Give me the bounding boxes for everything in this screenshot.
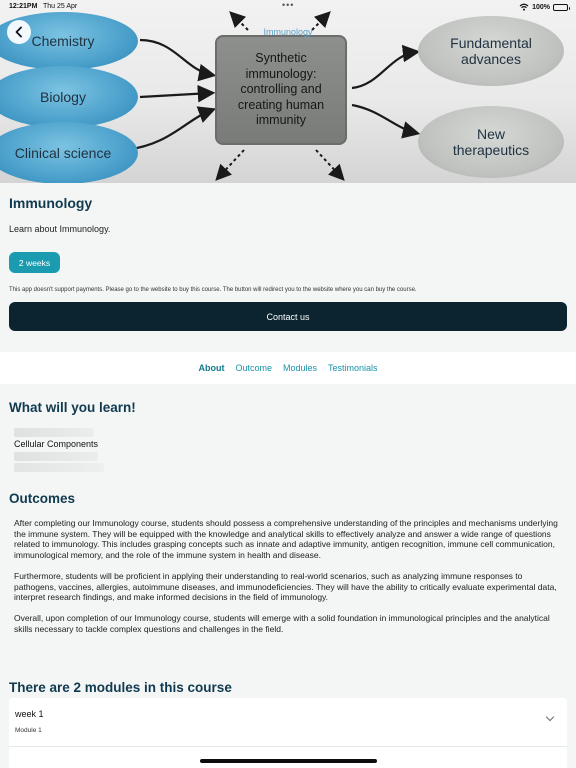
hero-item-label: New therapeutics <box>452 126 530 158</box>
outcomes-heading: Outcomes <box>9 491 76 506</box>
faded-learn-item <box>14 463 104 472</box>
outcomes-text <box>14 518 562 645</box>
learn-heading: What will you learn! <box>9 400 136 415</box>
wifi-icon <box>519 3 529 11</box>
chevron-left-icon <box>13 26 25 38</box>
tab-modules[interactable]: Modules <box>282 363 317 373</box>
hero-item-label: Fundamental advances <box>450 35 532 67</box>
course-hero-image <box>0 0 576 183</box>
status-right <box>519 3 568 11</box>
hero-item-clinical-science <box>0 122 138 183</box>
modules-heading: There are 2 modules in this course <box>9 680 232 695</box>
module-item[interactable] <box>9 698 567 746</box>
faded-learn-item <box>14 452 98 461</box>
module-title: week 1 <box>15 709 44 719</box>
contact-us-button[interactable]: Contact us <box>9 302 567 331</box>
hero-item-new-therapeutics <box>418 106 564 178</box>
status-date: Thu 25 Apr <box>43 3 78 10</box>
outcomes-paragraph: After completing our Immunology course, students should possess a comprehensive understanding of the principles and mechanisms underlying the immune system. They will be equipped with the knowledge and analytical skills to effectively analyze and answer a wide range of questions related to immunology. This includes grasping concepts such as innate and adaptive immunity, antigen recognition, immune cell communication, immunological memory, and the role of the immune system in health and disease. <box>14 518 558 560</box>
back-button[interactable] <box>7 20 31 44</box>
hero-item-label: Biology <box>40 89 86 105</box>
multitasking-dots-icon[interactable]: ••• <box>282 0 295 10</box>
learn-list <box>14 428 104 472</box>
module-subtitle: Module 1 <box>15 727 42 734</box>
duration-badge: 2 weeks <box>9 252 60 273</box>
hero-caption: Immunology <box>263 27 313 37</box>
status-bar <box>0 0 576 14</box>
battery-percent: 100% <box>532 3 550 11</box>
hero-item-label: Clinical science <box>14 145 112 161</box>
faded-learn-item <box>14 428 94 437</box>
outcomes-paragraph: Overall, upon completion of our Immunology course, students will emerge with a solid foundation in immunological principles and the analytical skills necessary to tackle complex questions and challenges in the field. <box>14 613 550 634</box>
tab-about[interactable]: About <box>198 363 225 373</box>
learn-item: Cellular Components <box>14 439 99 449</box>
course-description: Learn about Immunology. <box>9 224 111 234</box>
module-item-partial[interactable] <box>9 746 567 768</box>
tab-testimonials[interactable]: Testimonials <box>328 363 378 373</box>
tab-outcome[interactable]: Outcome <box>235 363 272 373</box>
battery-icon <box>553 4 568 11</box>
chevron-down-icon[interactable] <box>545 715 555 723</box>
home-indicator[interactable] <box>200 759 377 763</box>
hero-center-box <box>215 35 347 145</box>
course-title: Immunology <box>9 195 93 211</box>
status-time: 12:21PM <box>9 3 38 10</box>
hero-center-text: Synthetic immunology: controlling and creating human immunity <box>237 51 325 128</box>
outcomes-paragraph: Furthermore, students will be proficient in applying their understanding to real-world scenarios, such as analyzing immune responses to pathogens, vaccines, allergies, autoimmune diseases, and immunodeficiencies. They will have the ability to critically evaluate experimental data, interpret research findings, and make informed decisions in the field of immunology. <box>14 570 557 603</box>
payment-notice: This app doesn't support payments. Please go to the website to buy this course. The button will redirect you to the website where you can buy the course. <box>9 287 417 293</box>
section-tabs <box>0 352 576 384</box>
hero-item-label: Chemistry <box>31 33 95 49</box>
